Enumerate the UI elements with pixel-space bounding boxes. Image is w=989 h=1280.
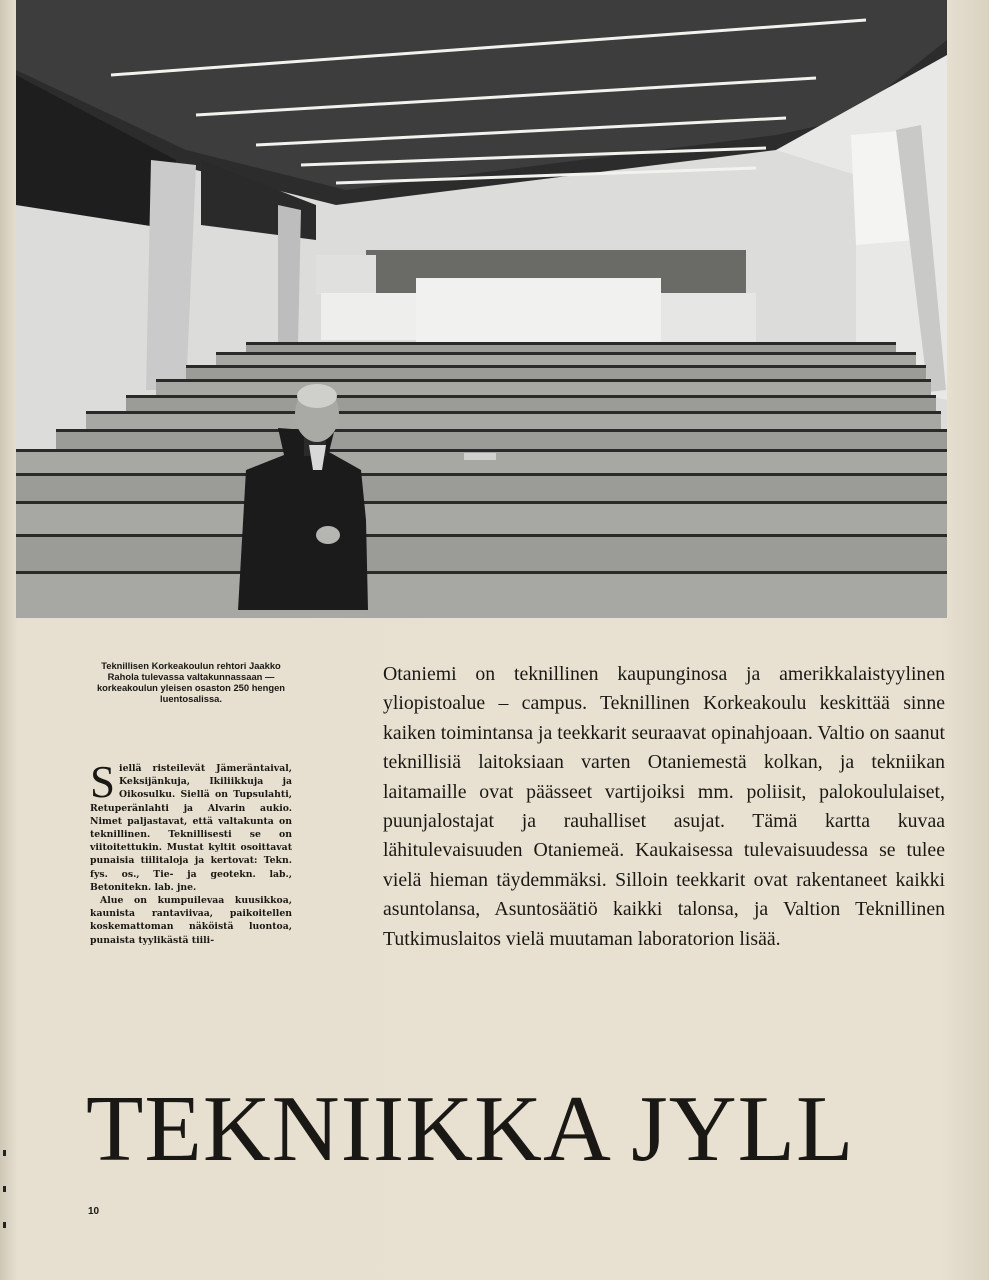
binding-mark: [3, 1222, 6, 1228]
rector-hair: [297, 384, 337, 408]
step-edge: [216, 352, 916, 355]
step-edge: [86, 411, 941, 414]
step-edge: [16, 501, 947, 504]
step-edge: [156, 379, 931, 382]
step-edge: [16, 534, 947, 537]
lecture-hall-photo: [16, 0, 947, 618]
binding-mark: [3, 1150, 6, 1156]
step-edge: [16, 571, 947, 574]
back-wall-left: [316, 255, 376, 295]
step-edge: [126, 395, 936, 398]
page-number: 10: [88, 1206, 100, 1217]
lectern-left: [321, 293, 416, 340]
step-tread: [16, 574, 947, 618]
lectern-desk: [416, 278, 661, 350]
binding-mark: [3, 1186, 6, 1192]
step-edge: [16, 449, 947, 452]
side-paragraph-2: Alue on kumpuilevaa kuusikkoa, kaunista rantaviivaa, paikoitellen koskemattoman näköistä luontoa, punaista tyylikästä tiili-: [90, 895, 292, 946]
column-mid: [278, 205, 301, 345]
intro-paragraph: Otaniemi on teknillinen kaupunginosa ja amerikkalaistyylinen yliopistoalue – campus. Teknillinen Korkeakoulu keskittää sinne kaiken toimintansa ja teekkarit seuraavat opinahjoaan. Valtio on saanut teknillisiä laitoksiaan varten Otaniemestä kolkan, ja tekniikan laitamaille ovat päässeet vartijoiksi mm. poliisit, palokoululaiset, puunjalostajat ja rauhalliset asujat. Tämä kartta kuvaa lähitulevaisuuden Otaniemeä. Kaukaisessa tulevaisuudessa se tulee vielä hieman täydemmäksi. Silloin teekkarit ovat rakentaneet kaikki asuntolansa, Asuntosäätiö kaikki talonsa, ja Valtion Teknillinen Tutkimuslaitos vielä muutaman laboratorion lisää.: [383, 663, 945, 950]
step-tread: [16, 504, 947, 534]
step-edge: [16, 473, 947, 476]
lecture-hall-image: [16, 0, 947, 618]
article-headline: TEKNIIKKA JYLL: [86, 1082, 855, 1176]
photo-caption: Teknillisen Korkeakoulun rehtori Jaakko Rahola tulevassa valtakunnassaan — korkeakoulun yleisen osaston 250 hengen luentosalissa.: [96, 660, 286, 704]
lectern-right: [661, 293, 756, 343]
step-edge: [56, 429, 947, 432]
drop-cap: S: [90, 757, 116, 807]
rector-hands: [316, 526, 340, 544]
step-tread: [186, 368, 926, 380]
step-edge: [186, 365, 926, 368]
side-paragraph-1-text: iellä risteilevät Jämeräntaival, Keksijänkuja, Ikiliikkuja ja Oikosulku. Siellä on Tupsulahti, Retuperänlahti ja Alvarin aukio. Nimet paljastavat, että valtakunta on teknillinen. Teknillisesti se on viitoitettukin. Mustat kyltit osoittavat punaisia tiilitaloja ja kertovat: Tekn. fys. os., Tie- ja geotekn. lab., Betonitekn. lab. jne.: [90, 763, 292, 893]
step-tread: [16, 537, 947, 571]
side-paragraph-1: [90, 757, 292, 894]
step-tread: [246, 345, 896, 353]
side-column: [90, 757, 292, 947]
floor-sign: [464, 453, 496, 460]
step-edge: [246, 342, 896, 345]
step-tread: [16, 476, 947, 502]
step-tread: [216, 355, 916, 365]
step-tread: [156, 382, 931, 396]
intro-text: [383, 660, 945, 954]
